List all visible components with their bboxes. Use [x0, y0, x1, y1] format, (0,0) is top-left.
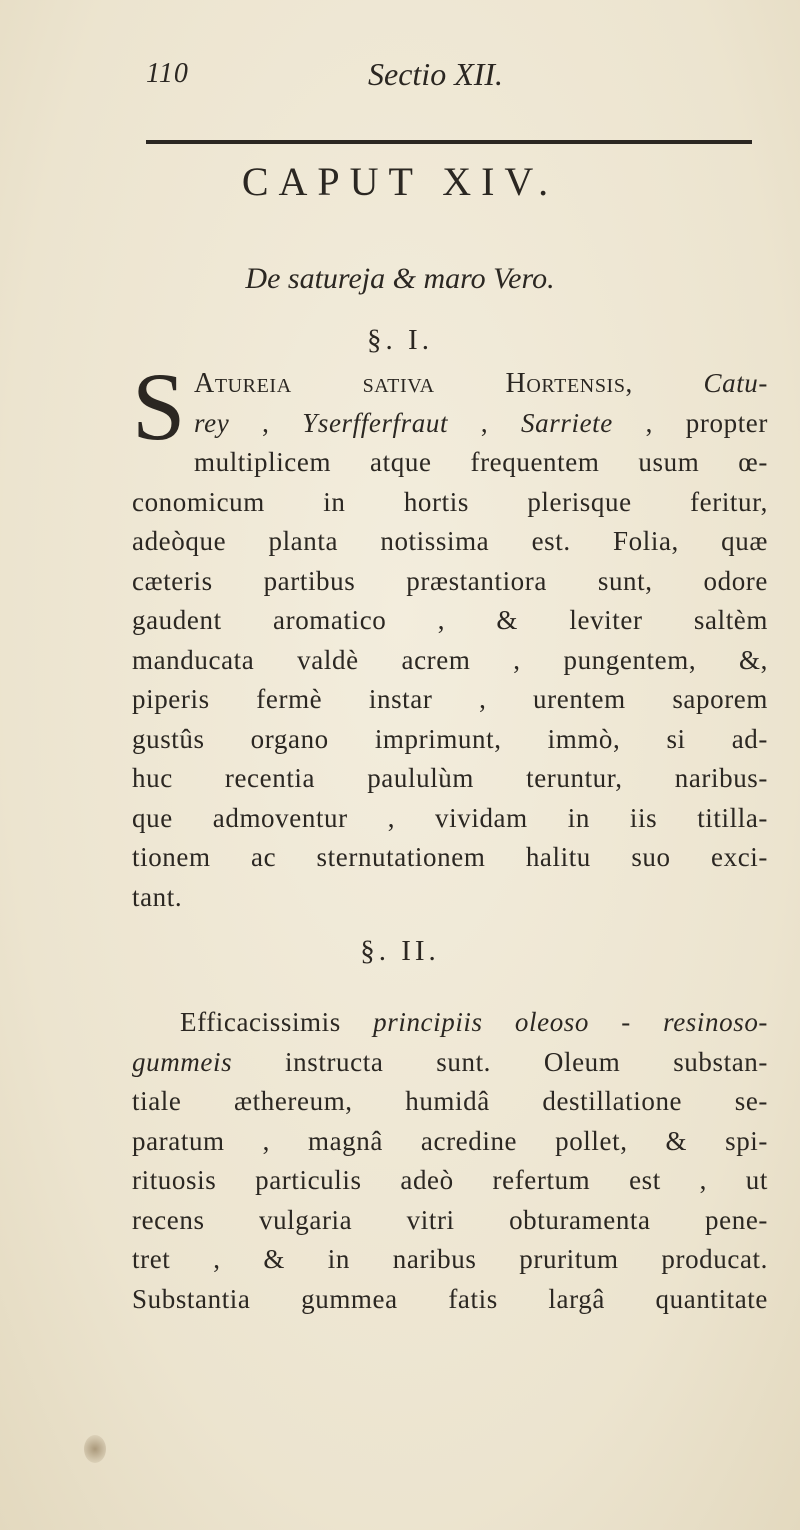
page-number: 110 [146, 58, 189, 89]
ink-stain [84, 1435, 106, 1463]
drop-capital: S [132, 353, 186, 460]
text-italic: gummeis [132, 1046, 233, 1077]
text-span: , propter [612, 407, 768, 438]
text-line: paratum , magnâ acredine pollet, & spi- [132, 1125, 768, 1156]
text-line: rituosis particulis adeò refertum est , ut [132, 1165, 768, 1195]
text-italic: Catu- [703, 368, 769, 398]
text-span: , [448, 407, 522, 438]
text-line: piperis fermè instar , urentem saporem [132, 684, 768, 714]
text-span: , [625, 368, 704, 398]
text-smallcaps: Atureia sativa Hortensis [194, 368, 626, 399]
text-line: manducata valdè acrem , pungentem, &, [132, 644, 768, 675]
text-line [132, 1003, 768, 1043]
running-head: Sectio XII. [368, 56, 504, 92]
text-line: gaudent aromatico , & leviter saltèm [132, 605, 768, 635]
text-line: recens vulgaria vitri obturamenta pene- [132, 1204, 768, 1235]
text-line [132, 1043, 768, 1083]
text-line: huc recentia paululùm teruntur, naribus- [132, 763, 768, 793]
text-line [132, 404, 768, 444]
text-line: que admoventur , vividam in iis titilla- [132, 802, 768, 833]
text-line: tant. [132, 881, 183, 912]
text-line: tionem ac sternutationem halitu suo exci- [132, 842, 768, 872]
text-line: Substantia gummea fatis largâ quantitate [132, 1283, 768, 1314]
chapter-title: CAPUT XIV. [241, 159, 559, 204]
text-line: conomicum in hortis plerisque feritur, [132, 486, 768, 517]
text-span: Efficacissimis [180, 1007, 374, 1037]
header-rule [146, 140, 752, 144]
section-mark-2: §. II. [360, 935, 440, 967]
paragraph-2 [132, 1003, 768, 1319]
text-line: tiale æthereum, humidâ destillatione se- [132, 1086, 768, 1116]
text-line: cæteris partibus præstantiora sunt, odore [132, 565, 768, 596]
text-line: tret , & in naribus pruritum producat. [132, 1244, 768, 1274]
chapter-subtitle: De satureja & maro Vero. [245, 262, 555, 295]
text-line: gustûs organo imprimunt, immò, si ad- [132, 723, 768, 754]
text-italic: Yserfferfraut [302, 407, 449, 438]
text-line: multiplicem atque frequentem usum œ- [194, 447, 768, 477]
text-italic: principiis oleoso - resinoso- [373, 1007, 769, 1037]
text-italic: rey [194, 407, 230, 438]
text-italic: Sarriete [521, 407, 613, 438]
text-line: adeòque planta notissima est. Folia, quæ [132, 526, 768, 556]
text-span: instructa sunt. Oleum substan- [232, 1046, 768, 1077]
paragraph-1 [132, 353, 769, 917]
page-header [0, 52, 800, 102]
text-span: , [229, 407, 303, 438]
text-line [132, 364, 768, 404]
section-mark-1: §. I. [367, 324, 433, 356]
